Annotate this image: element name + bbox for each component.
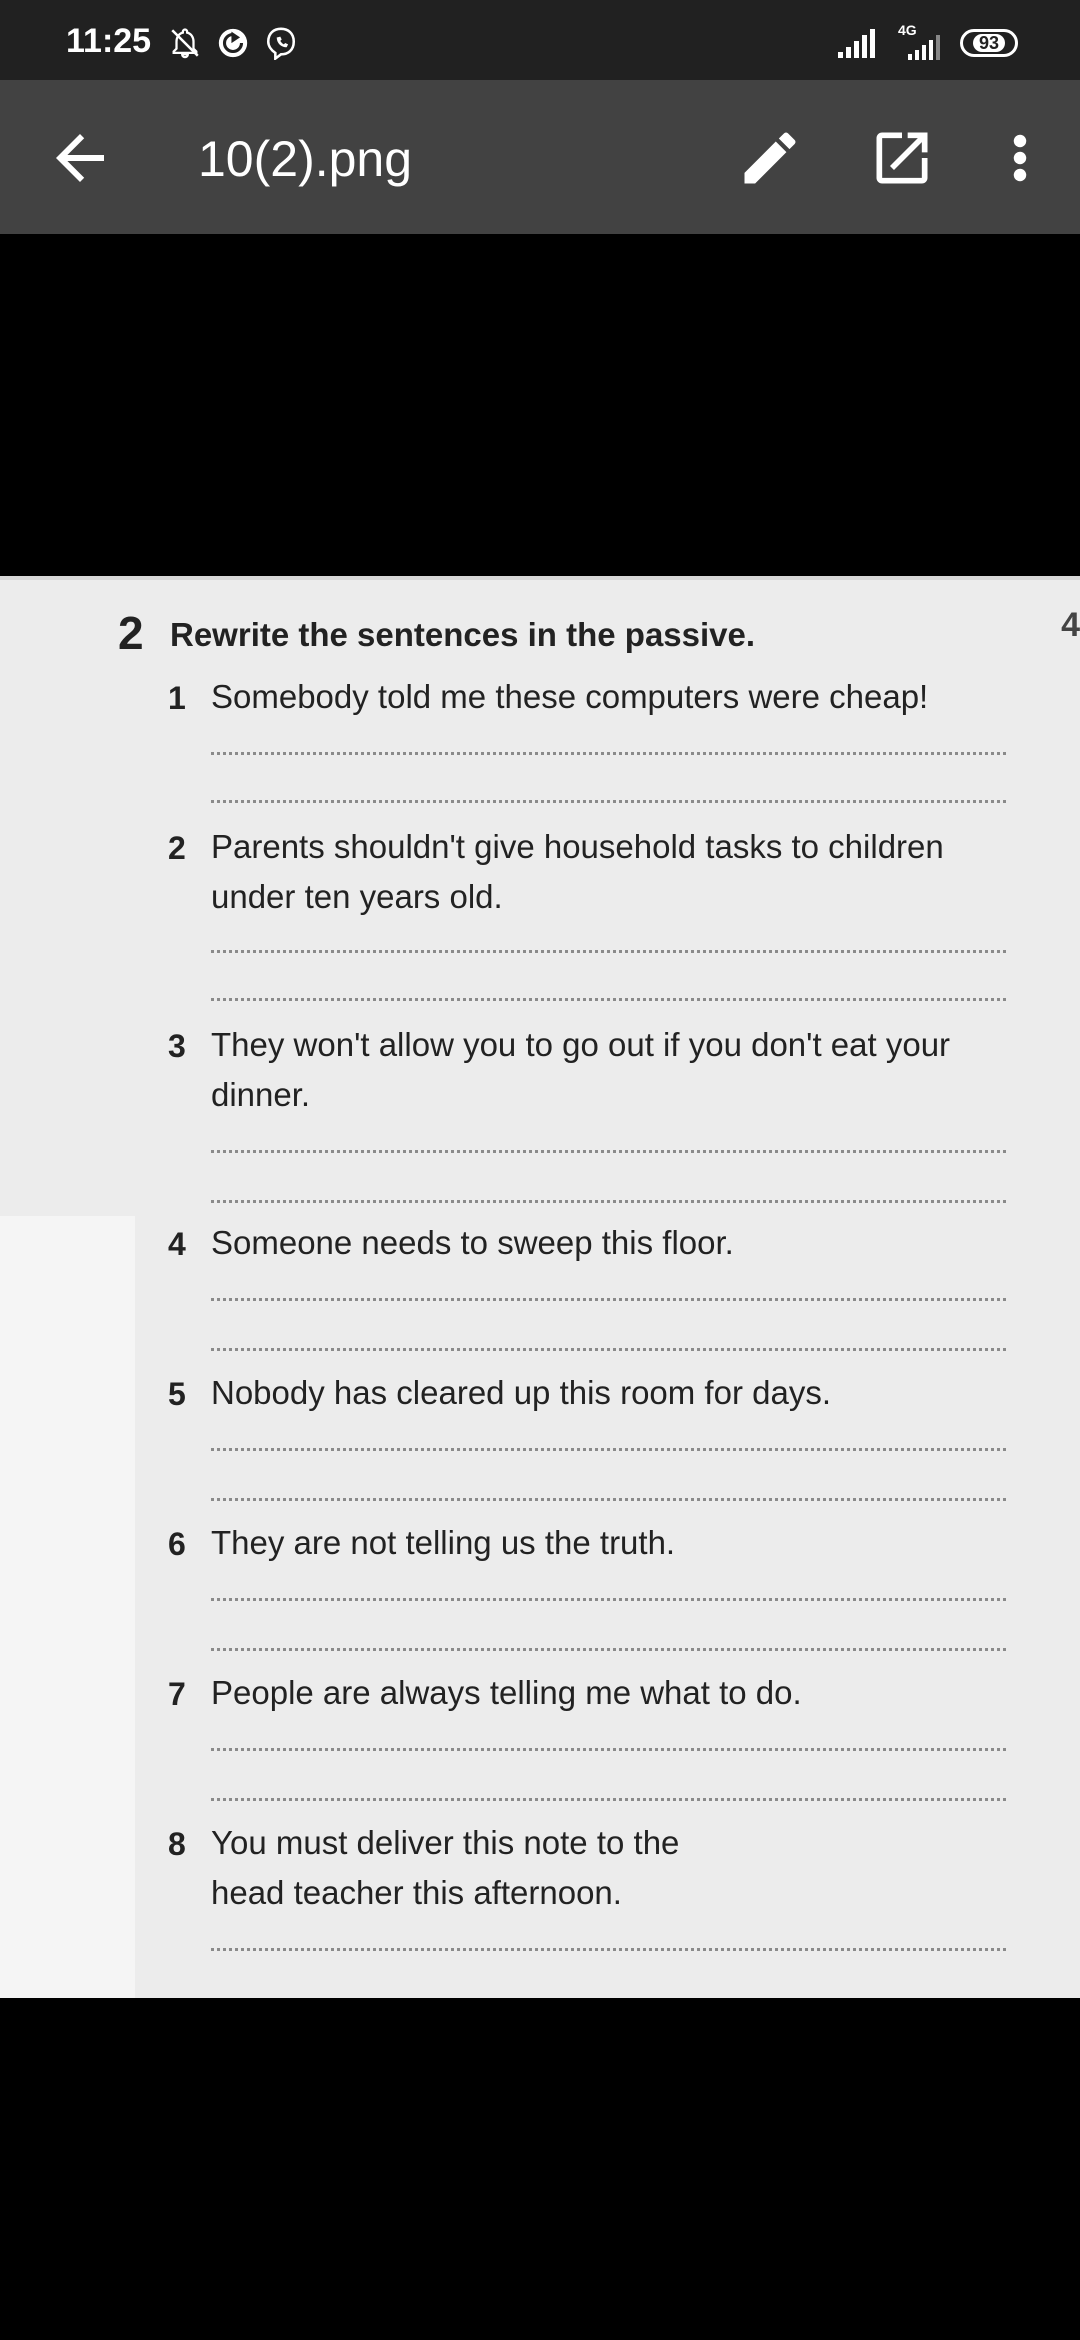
answer-line <box>211 1348 1006 1351</box>
item-number: 4 <box>168 1226 186 1262</box>
back-button[interactable] <box>44 122 116 194</box>
answer-line <box>211 998 1006 1001</box>
status-time: 11:25 <box>66 22 152 60</box>
item-number: 1 <box>168 680 186 716</box>
answer-line <box>211 950 1006 953</box>
sync-icon <box>216 26 250 60</box>
network-type: 4G <box>898 22 917 38</box>
open-in-new-icon <box>868 124 936 192</box>
signal-icon <box>894 34 946 64</box>
answer-line <box>211 1150 1006 1153</box>
answer-line <box>211 1448 1006 1451</box>
item-number: 5 <box>168 1376 186 1412</box>
open-in-new-button[interactable] <box>868 124 936 192</box>
battery-level: 93 <box>973 34 1005 52</box>
item-text: Nobody has cleared up this room for days. <box>211 1374 831 1411</box>
answer-line <box>211 752 1006 755</box>
file-title: 10(2).png <box>198 131 413 187</box>
answer-line <box>211 1298 1006 1301</box>
app-toolbar <box>0 80 1080 234</box>
item-text: Parents shouldn't give household tasks to children under ten years old. <box>211 828 944 915</box>
item-text: Somebody told me these computers were cheap! <box>211 678 929 715</box>
item-text: People are always telling me what to do. <box>211 1674 802 1711</box>
answer-line <box>211 1648 1006 1651</box>
item-text: They are not telling us the truth. <box>211 1524 676 1561</box>
image-viewer[interactable] <box>0 576 1080 1998</box>
answer-line <box>211 1598 1006 1601</box>
answer-line <box>211 1200 1006 1203</box>
edit-icon <box>736 124 804 192</box>
edit-button[interactable] <box>736 124 804 192</box>
item-number: 2 <box>168 830 186 866</box>
signal-icon <box>836 28 880 58</box>
item-text: You must deliver this note to the head teacher this afternoon. <box>211 1824 680 1911</box>
answer-line <box>211 1748 1006 1751</box>
exercise-heading: Rewrite the sentences in the passive. <box>170 616 756 653</box>
signal-4g <box>894 22 946 60</box>
status-bar <box>0 0 1080 80</box>
item-text: They won't allow you to go out if you don't eat your dinner. <box>211 1026 951 1113</box>
item-number: 7 <box>168 1676 186 1712</box>
page-corner-mark: 4 <box>1061 606 1080 644</box>
item-text: Someone needs to sweep this floor. <box>211 1224 734 1261</box>
answer-line <box>211 1948 1006 1951</box>
battery-icon <box>960 29 1018 57</box>
answer-line <box>211 800 1006 803</box>
status-notification-icons <box>168 26 298 60</box>
status-system-icons <box>836 22 1018 60</box>
more-vert-icon <box>1000 124 1040 192</box>
answer-line <box>211 1498 1006 1501</box>
item-number: 3 <box>168 1028 186 1064</box>
item-number: 6 <box>168 1526 186 1562</box>
back-arrow-icon <box>44 122 116 194</box>
item-number: 8 <box>168 1826 186 1862</box>
viber-icon <box>264 26 298 60</box>
answer-line <box>211 1798 1006 1801</box>
exercise-number: 2 <box>118 607 144 659</box>
more-options-button[interactable] <box>1000 124 1040 192</box>
notifications-off-icon <box>168 26 202 60</box>
